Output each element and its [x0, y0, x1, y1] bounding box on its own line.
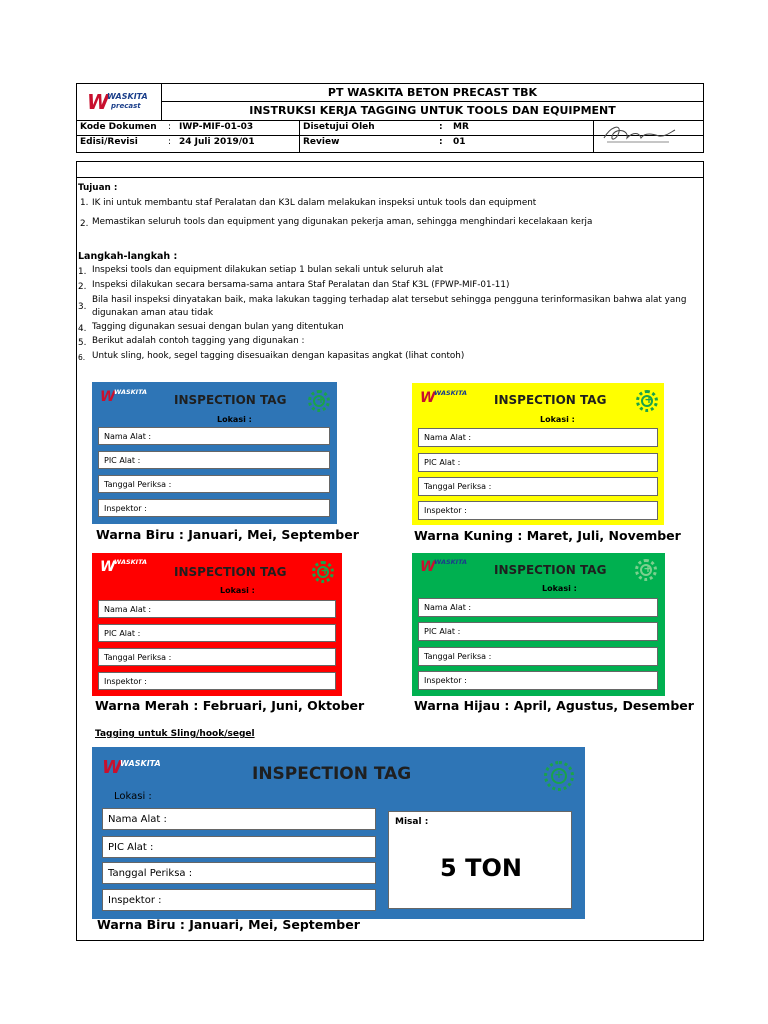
- langkah-num-2: 2.: [78, 282, 87, 292]
- logo-brand-text: WASKITA: [107, 92, 148, 101]
- inspection-tag-blue: [92, 382, 337, 524]
- company-name: PT WASKITA BETON PRECAST TBK: [161, 84, 704, 102]
- langkah-num-3: 3.: [78, 302, 87, 312]
- tag-lokasi: Lokasi :: [114, 791, 152, 802]
- field-pic-alat: PIC Alat :: [418, 622, 658, 641]
- tag-title: INSPECTION TAG: [174, 393, 287, 407]
- gear-plus-icon: +: [636, 390, 658, 412]
- langkah-text-3b: digunakan aman atau tidak: [92, 308, 214, 318]
- field-tanggal: Tanggal Periksa :: [98, 475, 330, 493]
- field-pic-alat: PIC Alat :: [102, 836, 376, 858]
- tujuan-text-2: Memastikan seluruh tools dan equipment yang digunakan pekerja aman, sehingga menghindari kecelakaan kerja: [92, 217, 593, 227]
- field-inspektor: Inspektor :: [98, 672, 336, 690]
- sling-heading: Tagging untuk Sling/hook/segel: [95, 729, 255, 739]
- caption-yellow: Warna Kuning : Maret, Juli, November: [414, 528, 681, 543]
- gear-plus-icon: +: [312, 561, 334, 583]
- edisi-label: Edisi/Revisi: [80, 137, 138, 147]
- document-header: [76, 83, 704, 153]
- caption-green: Warna Hijau : April, Agustus, Desember: [414, 698, 694, 713]
- tag-logo-w: W: [420, 559, 436, 575]
- langkah-heading: Langkah-langkah :: [78, 251, 178, 262]
- review-colon: :: [439, 137, 443, 147]
- field-tanggal: Tanggal Periksa :: [98, 648, 336, 666]
- review-label: Review: [303, 137, 340, 147]
- inspection-tag-yellow: [412, 383, 664, 525]
- langkah-text-4: Tagging digunakan sesuai dengan bulan yang ditentukan: [92, 322, 344, 332]
- tujuan-text-1: IK ini untuk membantu staf Peralatan dan K3L dalam melakukan inspeksi untuk tools dan equipment: [92, 198, 537, 208]
- caption-sling: Warna Biru : Januari, Mei, September: [97, 917, 360, 932]
- tag-logo-brand: WASKITA: [434, 558, 468, 566]
- signature: [599, 120, 679, 150]
- tag-logo-w: W: [420, 390, 436, 406]
- kode-colon: :: [168, 122, 172, 132]
- tujuan-num-1: 1.: [80, 198, 89, 208]
- inspection-tag-green: [412, 553, 665, 696]
- logo-w-mark: W: [87, 90, 110, 114]
- field-pic-alat: PIC Alat :: [98, 624, 336, 642]
- capacity-box: [388, 811, 572, 909]
- document-title: INSTRUKSI KERJA TAGGING UNTUK TOOLS DAN EQUIPMENT: [249, 104, 616, 117]
- field-pic-alat: PIC Alat :: [98, 451, 330, 469]
- tag-title: INSPECTION TAG: [494, 563, 607, 577]
- edisi-colon: :: [168, 137, 172, 147]
- field-nama-alat: Nama Alat :: [98, 427, 330, 445]
- langkah-num-6: 6.: [78, 353, 86, 362]
- inspection-tag-sling: [92, 747, 585, 919]
- disetujui-value: MR: [453, 122, 469, 132]
- field-tanggal: Tanggal Periksa :: [418, 647, 658, 666]
- field-nama-alat: Nama Alat :: [98, 600, 336, 618]
- field-tanggal: Tanggal Periksa :: [102, 862, 376, 884]
- tag-logo-w: W: [100, 559, 116, 575]
- gear-plus-icon: +: [635, 559, 657, 581]
- langkah-num-1: 1.: [78, 267, 87, 277]
- caption-red: Warna Merah : Februari, Juni, Oktober: [95, 698, 365, 713]
- edisi-value: 24 Juli 2019/01: [179, 137, 255, 147]
- field-inspektor: Inspektor :: [418, 671, 658, 690]
- tag-logo-w: W: [102, 757, 122, 778]
- kode-label: Kode Dokumen: [80, 122, 157, 132]
- tag-title: INSPECTION TAG: [252, 764, 412, 784]
- logo-sub-text: precast: [111, 102, 141, 110]
- misal-label: Misal :: [395, 817, 429, 827]
- capacity-value: 5 TON: [440, 854, 522, 882]
- langkah-text-3: Bila hasil inspeksi dinyatakan baik, maka lakukan tagging terhadap alat tersebut sehingga pengguna terinformasikan bahwa alat yang: [92, 295, 687, 305]
- gear-plus-icon: +: [544, 761, 574, 791]
- tag-logo-w: W: [100, 389, 116, 405]
- inspection-tag-red: [92, 553, 342, 696]
- review-value: 01: [453, 137, 466, 147]
- field-inspektor: Inspektor :: [102, 889, 376, 911]
- tag-logo-brand: WASKITA: [120, 759, 161, 768]
- tag-logo-brand: WASKITA: [434, 389, 468, 397]
- field-inspektor: Inspektor :: [418, 501, 658, 520]
- langkah-text-2: Inspeksi dilakukan secara bersama-sama antara Staf Peralatan dan Staf K3L (FPWP-MIF-01-11): [92, 280, 510, 290]
- tag-lokasi: Lokasi :: [540, 415, 575, 424]
- tag-logo-brand: WASKITA: [114, 388, 148, 396]
- langkah-text-5: Berikut adalah contoh tagging yang digunakan :: [92, 336, 305, 346]
- field-inspektor: Inspektor :: [98, 499, 330, 517]
- tag-title: INSPECTION TAG: [174, 565, 287, 579]
- tujuan-num-2: 2.: [80, 219, 89, 229]
- langkah-text-6: Untuk sling, hook, segel tagging disesuaikan dengan kapasitas angkat (lihat contoh): [92, 351, 465, 361]
- tag-logo-brand: WASKITA: [114, 558, 148, 566]
- disetujui-label: Disetujui Oleh: [303, 122, 375, 132]
- field-nama-alat: Nama Alat :: [418, 428, 658, 447]
- tujuan-heading: Tujuan :: [78, 183, 118, 193]
- field-tanggal: Tanggal Periksa :: [418, 477, 658, 496]
- disetujui-colon: :: [439, 122, 443, 132]
- langkah-text-1: Inspeksi tools dan equipment dilakukan setiap 1 bulan sekali untuk seluruh alat: [92, 265, 444, 275]
- langkah-num-4: 4.: [78, 324, 87, 334]
- tag-title: INSPECTION TAG: [494, 393, 607, 407]
- gear-plus-icon: +: [308, 390, 330, 412]
- company-logo: [81, 87, 157, 117]
- tag-lokasi: Lokasi :: [542, 584, 577, 593]
- field-pic-alat: PIC Alat :: [418, 453, 658, 472]
- tag-lokasi: Lokasi :: [217, 415, 252, 424]
- caption-blue: Warna Biru : Januari, Mei, September: [96, 527, 359, 542]
- kode-value: IWP-MIF-01-03: [179, 122, 254, 132]
- field-nama-alat: Nama Alat :: [418, 598, 658, 617]
- tag-lokasi: Lokasi :: [220, 586, 255, 595]
- field-nama-alat: Nama Alat :: [102, 808, 376, 830]
- langkah-num-5: 5.: [78, 338, 87, 348]
